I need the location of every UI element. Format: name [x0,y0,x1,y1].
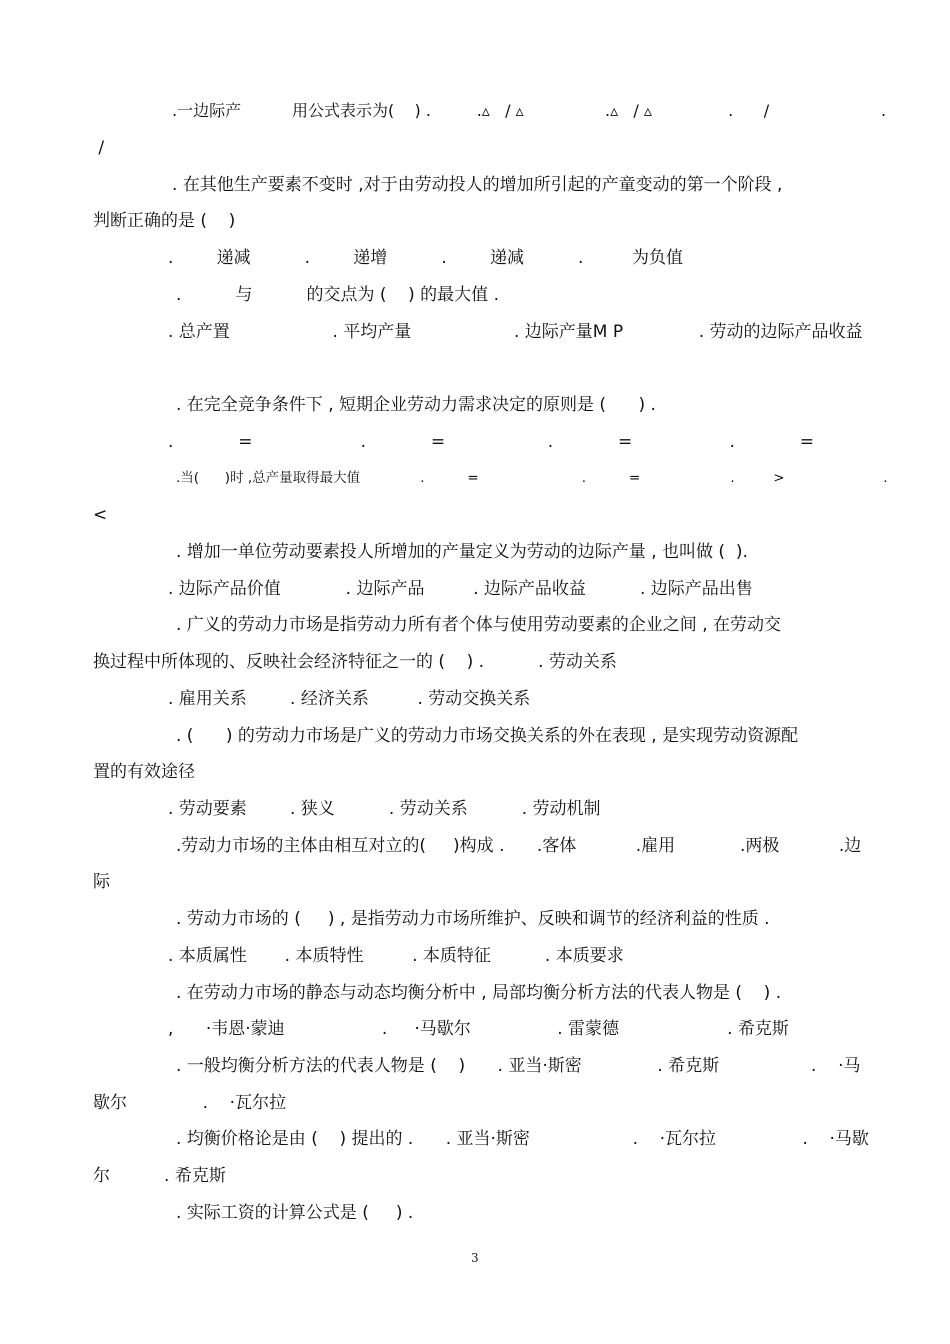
text-line: 判断正确的是 ( ) [93,211,236,231]
text-line: . 本质属性 . 本质特性 . 本质特征 . 本质要求 [168,946,624,966]
text-line: 际 [93,872,110,892]
text-line: . 边际产品价值 . 边际产品 . 边际产品收益 . 边际产品出售 [168,579,753,599]
text-line: 尔 . 希克斯 [93,1166,226,1186]
text-line: . 均衡价格论是由 ( ) 提出的 . . 亚当·斯密 . ·瓦尔拉 . ·马歇 [176,1129,869,1149]
text-line: . 劳动要素 . 狭义 . 劳动关系 . 劳动机制 [168,799,601,819]
text-line: .劳动力市场的主体由相互对立的( )构成 . .客体 .雇用 .两极 .边 [176,836,862,856]
text-line: . 与 的交点为 ( ) 的最大值 . [176,285,499,305]
text-line: < [93,505,108,525]
text-line: .一边际产 用公式表示为( ) . .▵ / ▵ .▵ / ▵ . / . [172,101,887,120]
text-line: . 在完全竞争条件下 , 短期企业劳动力需求决定的原则是 ( ) . [176,395,656,415]
text-line: . = . = . = . = [168,432,814,452]
text-line: 置的有效途径 [93,762,195,782]
text-line: . 在其他生产要素不变时 ,对于由劳动投人的增加所引起的产童变动的第一个阶段 , [172,175,783,195]
text-line: . 递减 . 递增 . 递减 . 为负值 [168,248,684,268]
text-line: . 在劳动力市场的静态与动态均衡分析中 , 局部均衡分析方法的代表人物是 ( ) . [176,983,782,1003]
text-line: / [93,138,105,158]
text-line: . 一般均衡分析方法的代表人物是 ( ) . 亚当·斯密 . 希克斯 . ·马 [176,1056,861,1076]
text-line: . 增加一单位劳动要素投人所增加的产量定义为劳动的边际产量 , 也叫做 ( ). [176,542,748,562]
text-line: . 雇用关系 . 经济关系 . 劳动交换关系 [168,689,531,709]
text-line: . 劳动力市场的 ( ) , 是指劳动力市场所维护、反映和调节的经济利益的性质 . [176,909,770,929]
text-line: 歇尔 . ·瓦尔拉 [93,1093,287,1113]
text-line: . 总产置 . 平均产量 . 边际产量M P . 劳动的边际产品收益 [168,322,863,342]
text-line: 换过程中所体现的、反映社会经济特征之一的 ( ) . . 劳动关系 [93,652,617,672]
text-line: , ·韦恩·蒙迪 . ·马歇尔 . 雷蒙德 . 希克斯 [168,1019,789,1039]
text-line: . 广义的劳动力市场是指劳动力所有者个体与使用劳动要素的企业之间 , 在劳动交 [176,615,782,635]
text-line: . 实际工资的计算公式是 ( ) . [176,1203,414,1223]
text-line: .当( )时 ,总产量取得最大值 . = . = . > . [176,470,888,486]
page-number: 3 [471,1251,479,1265]
text-line: . ( ) 的劳动力市场是广义的劳动力市场交换关系的外在表现 , 是实现劳动资源配 [176,726,799,746]
